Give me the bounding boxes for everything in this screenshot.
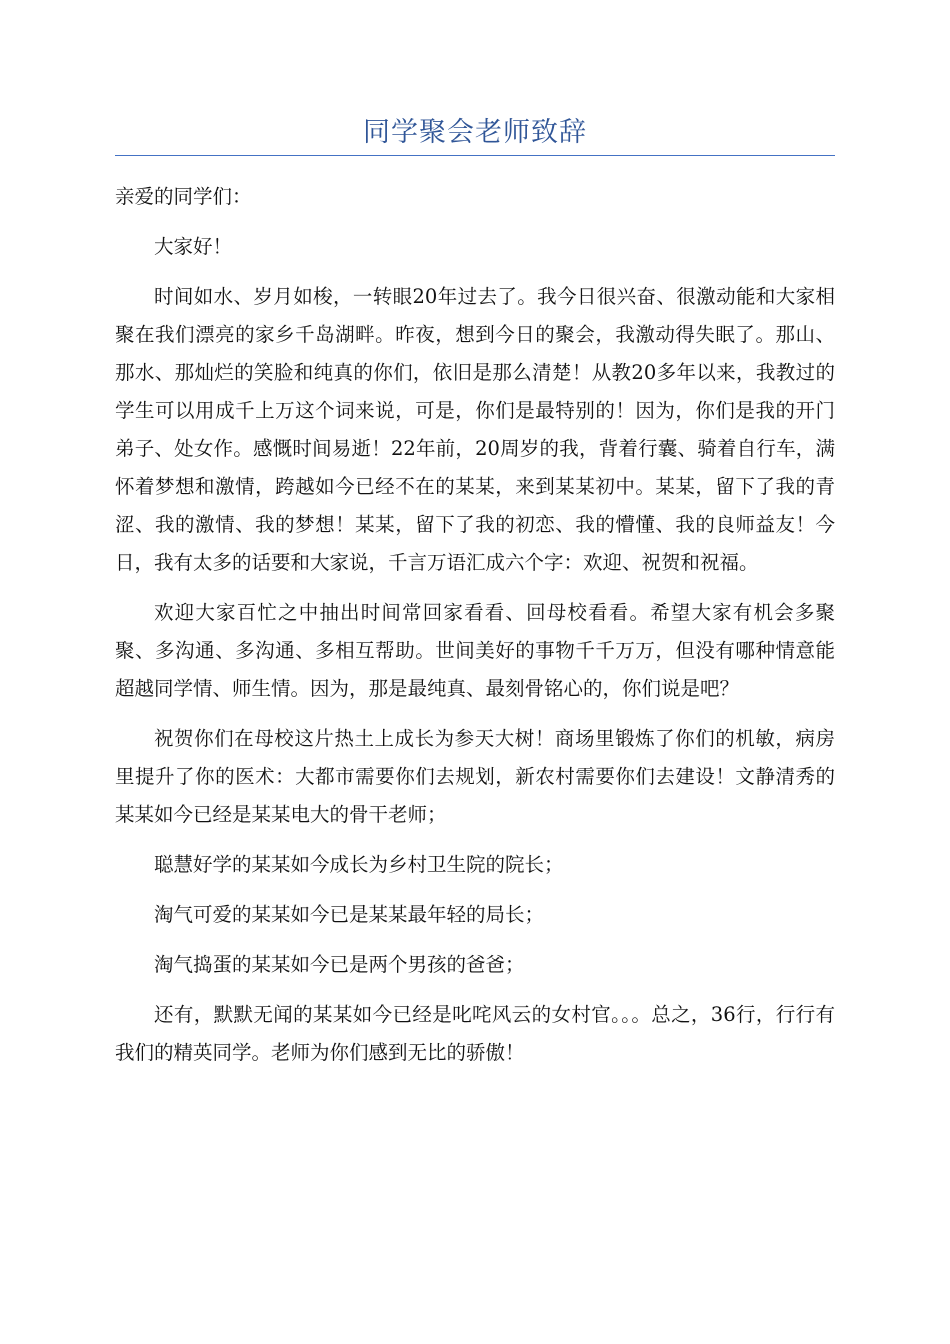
document-body: [115, 178, 835, 1072]
paragraph-7: 还有，默默无闻的某某如今已经是叱咤风云的女村官。。。总之，36行，行行有我们的精英同学。老师为你们感到无比的骄傲！: [115, 1003, 835, 1064]
paragraph-1: 时间如水、岁月如梭，一转眼20年过去了。我今日很兴奋、很激动能和大家相聚在我们漂亮的家乡千岛湖畔。昨夜，想到今日的聚会，我激动得失眠了。那山、那水、那灿烂的笑脸和纯真的你们，依旧是那么清楚！从教20多年以来，我教过的学生可以用成千上万这个词来说，可是，你们是最特别的！因为，你们是我的开门弟子、处女作。感慨时间易逝！22年前，20周岁的我，背着行囊、骑着自行车，满怀着梦想和激情，跨越如今已经不在的某某，来到某某初中。某某，留下了我的青涩、我的激情、我的梦想！某某，留下了我的初恋、我的懵懂、我的良师益友！今日，我有太多的话要和大家说，千言万语汇成六个字：欢迎、祝贺和祝福。: [115, 285, 835, 574]
paragraph-2: 欢迎大家百忙之中抽出时间常回家看看、回母校看看。希望大家有机会多聚聚、多沟通、多沟通、多相互帮助。世间美好的事物千千万万，但没有哪种情意能超越同学情、师生情。因为，那是最纯真、最刻骨铭心的，你们说是吧？: [115, 601, 835, 700]
document-title: 同学聚会老师致辞: [363, 117, 587, 148]
paragraph-4: 聪慧好学的某某如今成长为乡村卫生院的院长；: [154, 853, 564, 876]
salutation: 亲爱的同学们：: [115, 185, 252, 208]
paragraph-5: 淘气可爱的某某如今已是某某最年轻的局长；: [154, 903, 545, 926]
paragraph-3: 祝贺你们在母校这片热土上成长为参天大树！商场里锻炼了你们的机敏，病房里提升了你的医术：大都市需要你们去规划，新农村需要你们去建设！文静清秀的某某如今已经是某某电大的骨干老师；: [115, 727, 835, 826]
paragraph-6: 淘气捣蛋的某某如今已是两个男孩的爸爸；: [154, 953, 525, 976]
greeting: 大家好！: [154, 235, 233, 258]
title-underline: [115, 155, 835, 156]
